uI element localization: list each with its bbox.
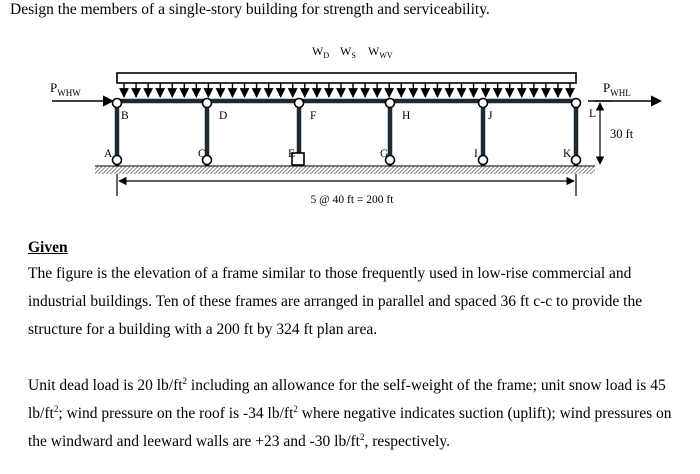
distributed-load: [117, 73, 576, 83]
svg-text:J: J: [488, 110, 493, 122]
svg-text:C: C: [198, 148, 206, 160]
svg-text:B: B: [121, 110, 129, 122]
columns: [117, 101, 576, 166]
load-label-snow: $W_S$: [340, 44, 356, 60]
svg-text:A: A: [104, 148, 113, 160]
svg-text:L: L: [589, 108, 597, 120]
svg-text:H: H: [402, 110, 411, 122]
leeward-wind-load: [588, 80, 661, 101]
span-dimension: [117, 174, 576, 196]
windward-wind-load: [50, 80, 113, 101]
svg-text:G: G: [380, 148, 389, 160]
base-node-labels: [104, 148, 572, 160]
svg-text:K: K: [563, 148, 572, 160]
svg-text:D: D: [219, 110, 228, 122]
svg-text:E: E: [288, 148, 296, 160]
given-paragraph-2: Unit dead load is 20 $lb/ft^2$ including an allowance for the self-weight of the frame; unit snow load is 45 $lb/ft^2$; wind pressure on the roof is -34 $lb/ft^2$ where negative indicates suction (uplift); wind pressures on the windward and leeward walls are +23 and -30 $lb/ft^2$, respectively.: [28, 375, 672, 450]
load-label-wind-vertical: $W_{WV}$: [368, 44, 393, 60]
svg-text:I: I: [474, 148, 478, 160]
given-heading: Given: [28, 239, 68, 256]
ground-hatch: [95, 166, 595, 174]
span-label: 5 @ 40 ft = 200 ft: [310, 194, 394, 206]
load-label-dead: $W_D$: [312, 44, 330, 60]
height-label: 30 ft: [610, 127, 634, 141]
svg-text:F: F: [310, 110, 317, 122]
svg-text:PWHW: $P_{WHW}$: [50, 80, 81, 98]
svg-text:PWHL: $P_{WHL}$: [603, 80, 631, 98]
base-supports: [113, 153, 581, 165]
gravity-load-labels: [312, 44, 393, 60]
page-title: Design the members of a single-story building for strength and serviceability.: [10, 1, 490, 18]
given-paragraph-1: The figure is the elevation of a frame similar to those frequently used in low-rise commercial and industrial buildings. Ten of these frames are arranged in parallel and spaced 36 ft c-c to provide the structure for a building with a 200 ft by 324 ft plan area.: [28, 265, 643, 338]
roof-node-labels: [121, 108, 596, 122]
distributed-load-arrows: [124, 83, 570, 97]
